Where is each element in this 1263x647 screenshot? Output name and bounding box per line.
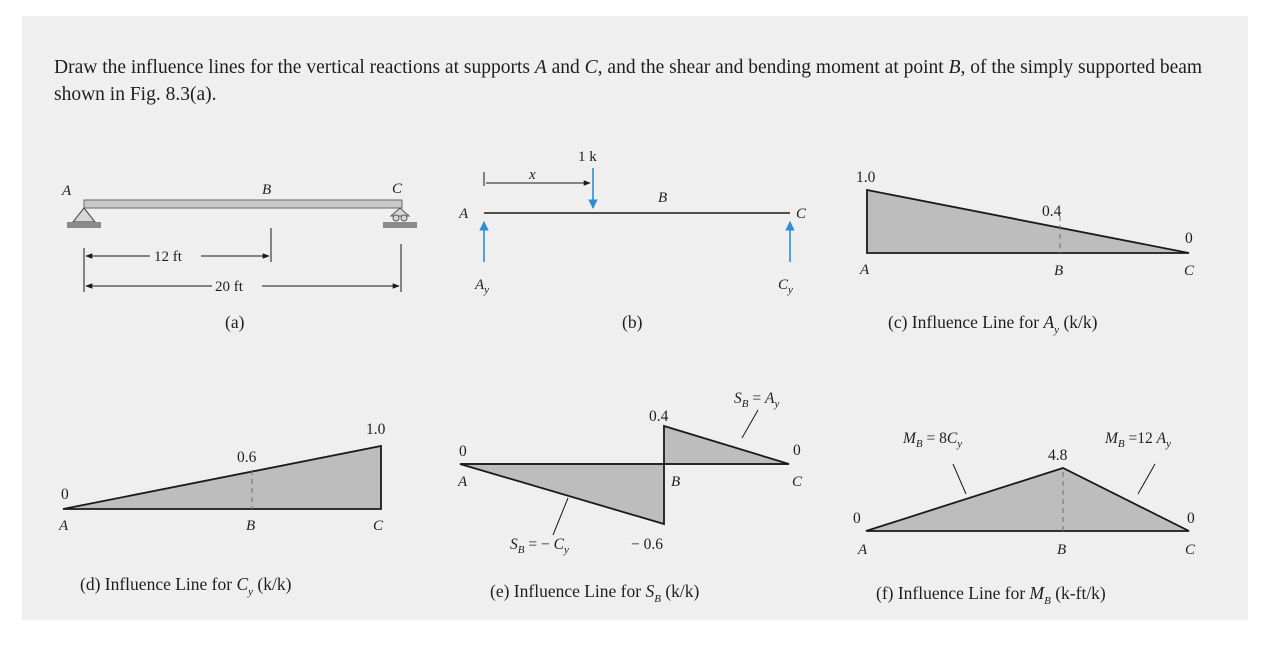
fig-d-influence-line-cy — [58, 421, 386, 598]
caption-a: (a) — [225, 312, 245, 332]
label-a: A — [860, 262, 870, 278]
label-c: C — [796, 206, 807, 222]
equation-sb-ay: $S_B = A_y$ — [734, 390, 780, 410]
caption-d: (d) Influence Line for $C_y$ (k/k) — [80, 574, 292, 598]
label-c: C — [392, 181, 403, 197]
x-label: x — [529, 167, 536, 183]
il-area — [866, 468, 1189, 531]
label-b: B — [246, 518, 256, 534]
value-a: 0 — [853, 510, 861, 527]
leader-left — [953, 464, 966, 494]
label-c: C — [373, 518, 384, 534]
il-area — [867, 190, 1189, 253]
il-area-positive — [664, 426, 789, 464]
leader-right — [1138, 464, 1155, 494]
label-a: A — [459, 206, 469, 222]
value-a: 0 — [459, 443, 467, 460]
value-b: 4.8 — [1048, 447, 1068, 464]
fig-f-influence-line-mb — [853, 430, 1196, 607]
caption-e: (e) Influence Line for $S_B$ (k/k) — [490, 581, 700, 605]
roller-support-c — [383, 208, 417, 228]
dimension-20ft: 20 ft — [215, 279, 243, 295]
label-b: B — [1054, 263, 1064, 279]
equation-mb-cy: $M_B = 8C_y$ — [903, 430, 963, 450]
fig-b-free-body — [458, 149, 807, 332]
value-b-top: 0.4 — [649, 408, 669, 425]
il-area — [63, 446, 381, 509]
value-a: 1.0 — [856, 169, 876, 186]
label-a: A — [62, 183, 72, 199]
label-b: B — [658, 190, 668, 206]
caption-f: (f) Influence Line for $M_B$ (k-ft/k) — [876, 583, 1106, 607]
fig-a-beam-figure — [61, 181, 417, 332]
reaction-c-label: $C_y$ — [778, 277, 793, 296]
value-b: 0.4 — [1042, 203, 1062, 220]
value-c: 1.0 — [366, 421, 386, 438]
value-a: 0 — [61, 486, 69, 503]
label-b: B — [671, 474, 681, 490]
leader-left — [553, 498, 568, 535]
beam — [84, 200, 402, 208]
leader-right — [742, 410, 758, 438]
caption-c: (c) Influence Line for $A_y$ (k/k) — [888, 312, 1098, 336]
problem-statement: Draw the influence lines for the vertical reactions at supports A and C, and the shear and bending moment at point B, of the simply supported beam shown in Fig. 8.3(a). — [54, 57, 1203, 105]
fig-e-influence-line-sb — [457, 390, 803, 605]
value-c: 0 — [1185, 230, 1193, 247]
dimension-12ft: 12 ft — [154, 249, 182, 265]
value-b: 0.6 — [237, 449, 257, 466]
caption-b: (b) — [622, 312, 643, 332]
label-b: B — [1057, 542, 1067, 558]
value-c: 0 — [793, 442, 801, 459]
label-a: A — [458, 474, 468, 490]
label-b: B — [262, 182, 272, 198]
pin-support-a — [67, 208, 101, 228]
label-a: A — [59, 518, 69, 534]
fig-c-influence-line-ay — [856, 169, 1195, 336]
reaction-a-label: $A_y$ — [475, 277, 490, 296]
equation-mb-ay: $M_B =12$ $A_y$ — [1105, 430, 1172, 450]
label-c: C — [1184, 263, 1195, 279]
label-c: C — [1185, 542, 1196, 558]
label-a: A — [858, 542, 868, 558]
label-c: C — [792, 474, 803, 490]
equation-sb-cy: $S_B$ = − $C_y$ — [510, 536, 569, 556]
il-area-negative — [460, 464, 664, 524]
load-label: 1 k — [578, 149, 597, 165]
value-c: 0 — [1187, 510, 1195, 527]
value-b-bottom: − 0.6 — [631, 536, 663, 553]
